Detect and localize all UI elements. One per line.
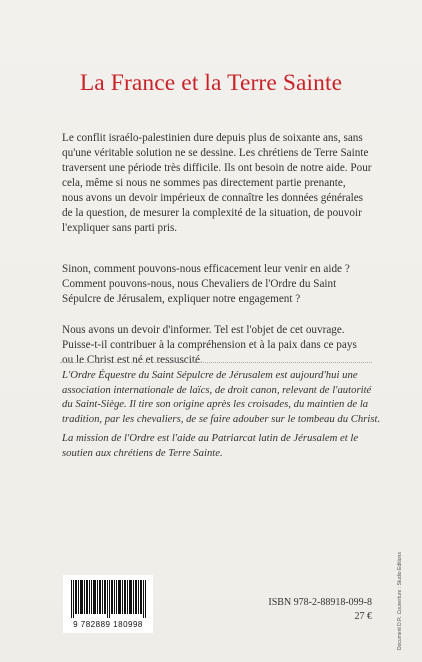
order-mission-line: soutien aux chrétiens de Terre Sainte.	[62, 446, 223, 459]
paragraph-1-line: traversent une période très difficile. Ils ont besoin de notre aide. Pour	[62, 162, 372, 174]
paragraph-1-line: qu'une véritable solution ne se dessine. Les chrétiens de Terre Sainte	[62, 147, 369, 159]
paragraph-3-line: Puisse-t-il contribuer à la compréhension et à la paix dans ce pays	[62, 339, 357, 351]
paragraph-3-line: Nous avons un devoir d'informer. Tel est l'objet de cet ouvrage.	[62, 324, 345, 336]
barcode-image	[71, 580, 147, 618]
paragraph-1-line: nous avons un devoir impérieux de connaître les données générales	[62, 192, 364, 204]
order-mission-line: La mission de l'Ordre est l'aide au Patriarcat latin de Jérusalem et le	[62, 432, 359, 444]
paragraph-1	[62, 131, 374, 236]
paragraph-3-line: ou le Christ est né et ressuscité.	[62, 354, 203, 366]
order-description-line: tradition, par les chevaliers, de se faire adouber sur le tombeau du Christ.	[62, 412, 381, 425]
paragraph-2-line: Sinon, comment pouvons-nous efficacement leur venir en aide ?	[62, 263, 350, 275]
paragraph-2-line: Comment pouvons-nous, nous Chevaliers de l'Ordre du Saint	[62, 278, 337, 290]
isbn: ISBN 978-2-88918-099-8	[268, 597, 372, 608]
paragraph-1-line: Le conflit israélo-palestinien dure depuis plus de soixante ans, sans	[62, 132, 363, 144]
paragraph-2-line: Sépulcre de Jérusalem, expliquer notre engagement ?	[62, 293, 301, 305]
dotted-divider	[60, 362, 372, 363]
order-mission	[62, 431, 374, 460]
order-description-line: association internationale de laïcs, de droit canon, relevant de l'autorité	[62, 383, 372, 396]
paragraph-1-line: l'expliquer sans parti pris.	[62, 222, 178, 234]
paragraph-1-line: cela, même si nous ne sommes pas directement partie prenante,	[62, 177, 346, 189]
price: 27 €	[354, 611, 372, 622]
cover-credit: Document D.R. Couverture : Studio Editions	[397, 552, 403, 650]
order-description-line: du Saint-Siège. Il tire son origine après les croisades, du maintien de la	[62, 398, 369, 411]
paragraph-2	[62, 262, 374, 307]
order-description-line: L'Ordre Équestre du Saint Sépulcre de Jérusalem est aujourd'hui une	[62, 369, 358, 381]
order-description	[62, 368, 381, 426]
barcode-number: 9 782889 180998	[73, 620, 143, 629]
paragraph-1-line: de la question, de mesurer la complexité de la situation, de pouvoir	[62, 207, 362, 219]
book-title: La France et la Terre Sainte	[79, 70, 343, 96]
